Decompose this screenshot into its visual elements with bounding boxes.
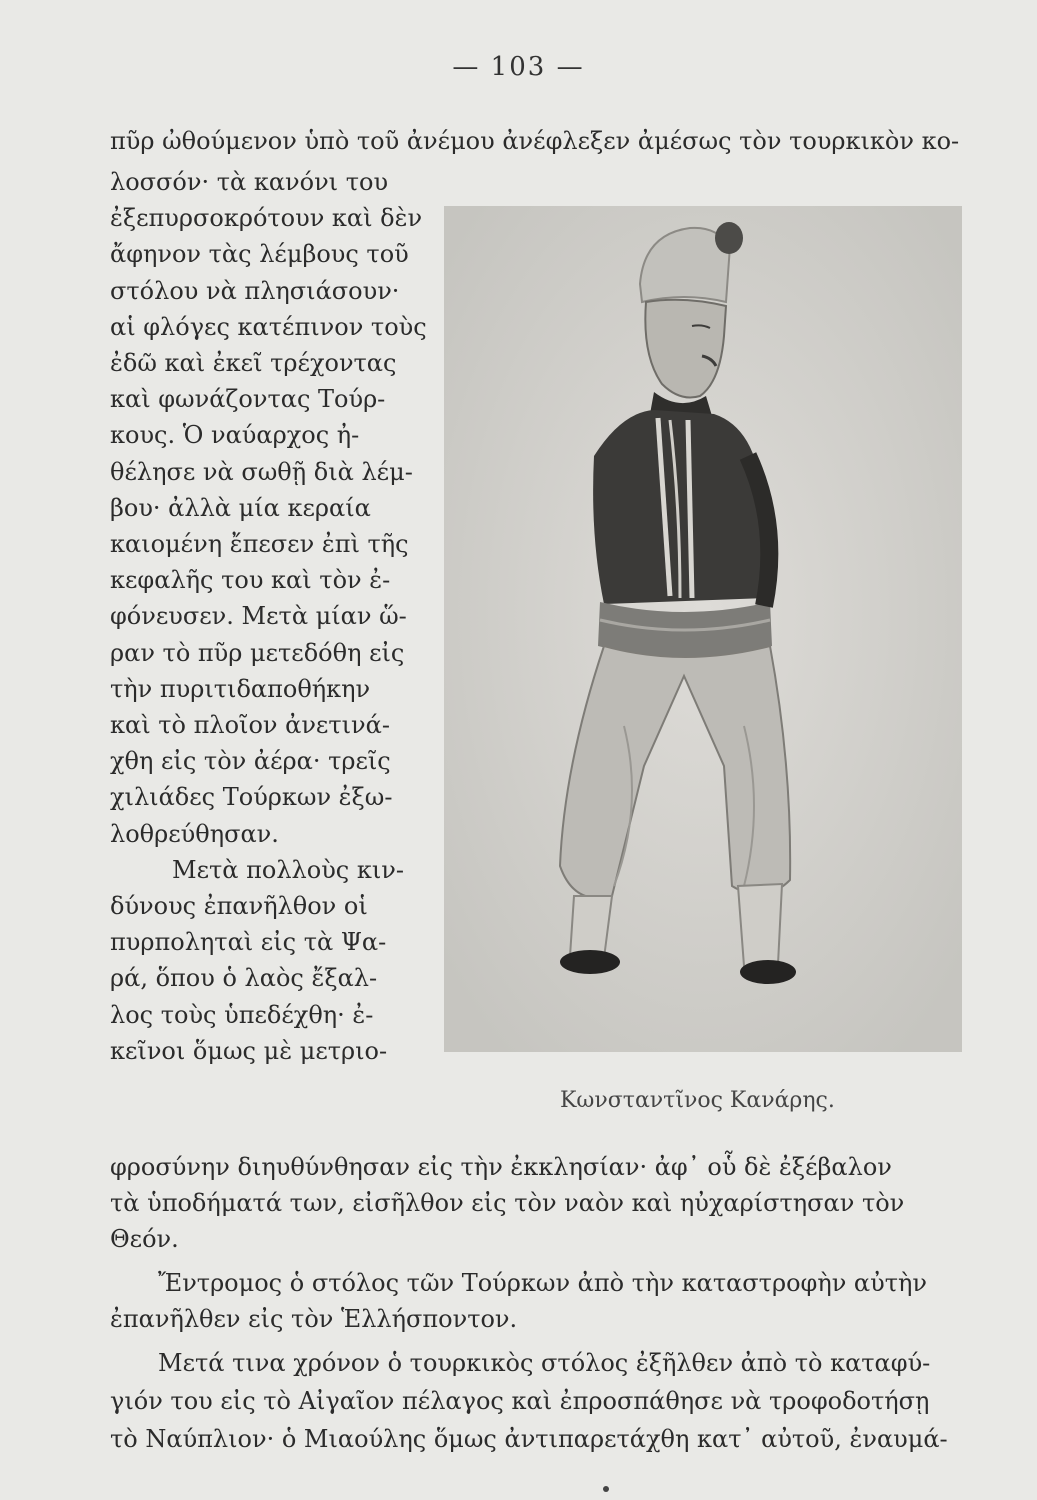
- text-line: τὸ Ναύπλιον· ὁ Μιαούλης ὅμως ἀντιπαρετάχθη κατ᾽ αὐτοῦ, ἐναυμά-: [110, 1425, 948, 1453]
- text-line: καὶ τὸ πλοῖον ἀνετινά-: [110, 711, 390, 740]
- text-line: καιομένη ἔπεσεν ἐπὶ τῆς: [110, 530, 409, 559]
- text-line: κους. Ὁ ναύαρχος ἠ-: [110, 421, 360, 450]
- text-line: στόλου νὰ πλησιάσουν·: [110, 276, 400, 305]
- text-line: βου· ἀλλὰ μία κεραία: [110, 493, 371, 522]
- text-line: θέλησε νὰ σωθῇ διὰ λέμ-: [110, 457, 413, 486]
- text-line: ἐπανῆλθεν εἰς τὸν Ἑλλήσποντον.: [110, 1305, 518, 1333]
- text-line: τὰ ὑποδήματά των, εἰσῆλθον εἰς τὸν ναὸν καὶ ηὐχαρίστησαν τὸν: [110, 1189, 905, 1217]
- text-line: λοθρεύθησαν.: [110, 819, 279, 848]
- text-line: ραν τὸ πῦρ μετεδόθη εἰς: [110, 638, 405, 667]
- text-line: φόνευσεν. Μετὰ μίαν ὥ-: [110, 602, 407, 631]
- portrait-caption: Κωνσταντῖνος Κανάρης.: [560, 1088, 835, 1113]
- text-line: καὶ φωνάζοντας Τούρ-: [110, 385, 386, 414]
- text-line: γιόν του εἰς τὸ Αἰγαῖον πέλαγος καὶ ἐπροσπάθησε νὰ τροφοδοτήσῃ: [110, 1387, 930, 1415]
- text-line: φροσύνην διηυθύνθησαν εἰς τὴν ἐκκλησίαν· ἀφ᾽ οὗ δὲ ἐξέβαλον: [110, 1153, 892, 1181]
- text-line: αἱ φλόγες κατέπινον τοὺς: [110, 312, 427, 341]
- text-line: λοσσόν· τὰ κανόνι του: [110, 168, 389, 196]
- text-line-top: πῦρ ὠθούμενον ὑπὸ τοῦ ἀνέμου ἀνέφλεξεν ἀμέσως τὸν τουρκικὸν κο-: [110, 127, 960, 155]
- text-line: Μετά τινα χρόνον ὁ τουρκικὸς στόλος ἐξῆλθεν ἀπὸ τὸ καταφύ-: [158, 1349, 931, 1377]
- text-line: ἄφηνον τὰς λέμβους τοῦ: [110, 240, 409, 269]
- text-line: λος τοὺς ὑπεδέχθη· ἐ-: [110, 1000, 374, 1029]
- text-line: τὴν πυριτιδαποθήκην: [110, 674, 371, 703]
- text-line: Θεόν.: [110, 1225, 179, 1253]
- text-line: ἐδῶ καὶ ἐκεῖ τρέχοντας: [110, 349, 397, 378]
- text-line: Ἔντρομος ὁ στόλος τῶν Τούρκων ἀπὸ τὴν καταστροφὴν αὐτὴν: [158, 1269, 927, 1297]
- text-line: πυρποληταὶ εἰς τὰ Ψα-: [110, 928, 387, 957]
- text-line: χιλιάδες Τούρκων ἐξω-: [110, 783, 393, 812]
- text-line: κεῖνοι ὅμως μὲ μετριο-: [110, 1036, 388, 1065]
- figure-drawing: [444, 206, 962, 1052]
- text-line: Μετὰ πολλοὺς κιν-: [172, 855, 404, 884]
- portrait-illustration: [444, 206, 962, 1052]
- text-line: ρά, ὅπου ὁ λαὸς ἔξαλ-: [110, 964, 378, 993]
- page-number: — 103 —: [452, 52, 585, 82]
- text-line: κεφαλῆς του καὶ τὸν ἐ-: [110, 566, 391, 595]
- text-line: χθη εἰς τὸν ἀέρα· τρεῖς: [110, 747, 391, 776]
- text-column: [110, 164, 440, 1069]
- ink-dot: [603, 1486, 609, 1492]
- text-line: δύνους ἐπανῆλθον οἱ: [110, 892, 368, 921]
- text-line: ἐξεπυρσοκρότουν καὶ δὲν: [110, 204, 423, 233]
